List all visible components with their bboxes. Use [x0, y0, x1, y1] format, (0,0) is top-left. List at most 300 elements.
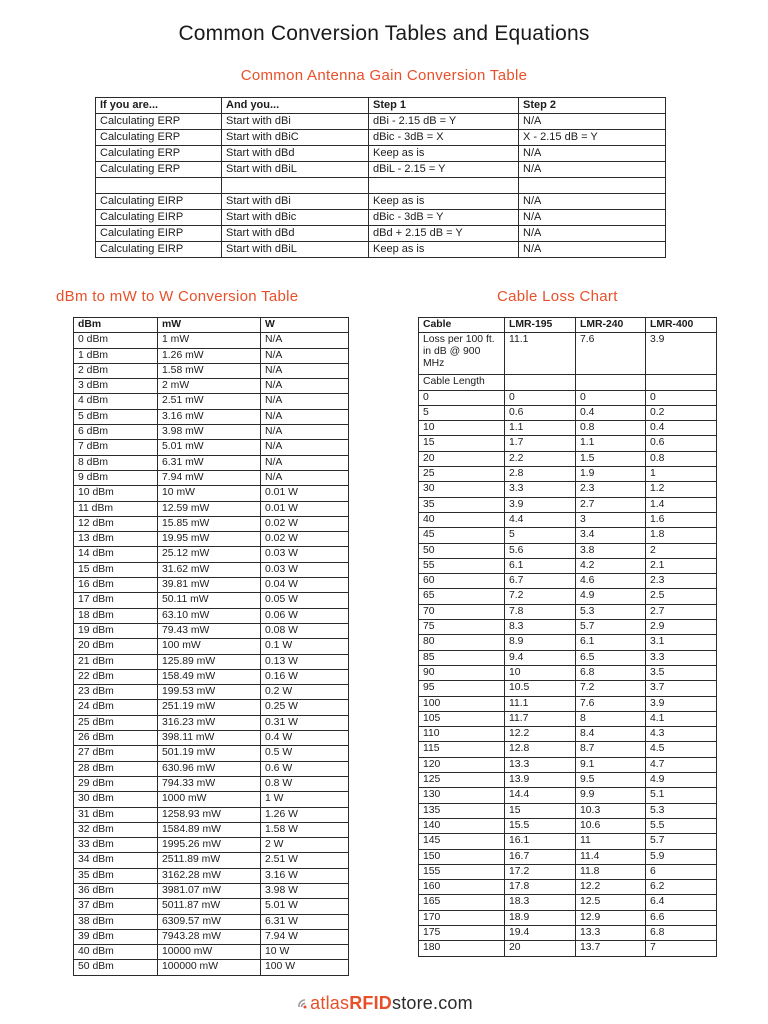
- cable-header-row: [419, 318, 717, 333]
- table-row: [74, 761, 349, 776]
- dbm-cell: 16 dBm: [74, 578, 158, 593]
- dbm-cell: 199.53 mW: [158, 685, 261, 700]
- dbm-cell: 14 dBm: [74, 547, 158, 562]
- cable-cell: 11.4: [576, 849, 646, 864]
- dbm-cell: 37 dBm: [74, 899, 158, 914]
- dbm-cell: 8 dBm: [74, 455, 158, 470]
- cable-cell: 4.6: [576, 574, 646, 589]
- dbm-conversion-table: [73, 317, 349, 976]
- cable-cell: 11: [576, 834, 646, 849]
- cable-cell: 13.3: [576, 925, 646, 940]
- table-row: [419, 941, 717, 956]
- cable-cell: 5: [505, 528, 576, 543]
- table-row: [74, 440, 349, 455]
- table-row: [74, 348, 349, 363]
- cable-cell: 18.9: [505, 910, 576, 925]
- cable-cell: 20: [505, 941, 576, 956]
- dbm-cell: 34 dBm: [74, 853, 158, 868]
- antenna-cell: N/A: [519, 162, 666, 178]
- dbm-cell: 4 dBm: [74, 394, 158, 409]
- dbm-cell: 125.89 mW: [158, 654, 261, 669]
- dbm-cell: 0.08 W: [261, 623, 349, 638]
- table-row: [419, 803, 717, 818]
- dbm-header-row: [74, 318, 349, 333]
- cable-cell: 155: [419, 864, 505, 879]
- cable-cell: 35: [419, 497, 505, 512]
- antenna-cell: Calculating ERP: [96, 146, 222, 162]
- dbm-cell: 1 mW: [158, 333, 261, 348]
- dbm-cell: 3.98 W: [261, 883, 349, 898]
- table-row: [419, 604, 717, 619]
- cable-cell: 40: [419, 512, 505, 527]
- cable-cell: 12.2: [576, 880, 646, 895]
- cable-cell: 13.7: [576, 941, 646, 956]
- cable-cell: 5.3: [576, 604, 646, 619]
- dbm-cell: 12.59 mW: [158, 501, 261, 516]
- antenna-cell: Start with dBiC: [222, 130, 369, 146]
- dbm-cell: 0.1 W: [261, 639, 349, 654]
- table-row: [74, 547, 349, 562]
- cable-cell: 6.7: [505, 574, 576, 589]
- cable-cell: 8.4: [576, 727, 646, 742]
- antenna-cell: dBic - 3dB = Y: [369, 210, 519, 226]
- dbm-cell: 1.26 W: [261, 807, 349, 822]
- dbm-cell: 3162.28 mW: [158, 868, 261, 883]
- dbm-cell: 0.06 W: [261, 608, 349, 623]
- table-row: [419, 880, 717, 895]
- table-row: [419, 834, 717, 849]
- cable-cell: 1: [646, 467, 717, 482]
- antenna-cell: Keep as is: [369, 146, 519, 162]
- antenna-cell: [222, 178, 369, 194]
- dbm-cell: 1.58 mW: [158, 363, 261, 378]
- dbm-cell: 39 dBm: [74, 929, 158, 944]
- dbm-cell: 6.31 mW: [158, 455, 261, 470]
- dbm-cell: 79.43 mW: [158, 623, 261, 638]
- dbm-cell: 10 mW: [158, 486, 261, 501]
- cable-cell: 4.5: [646, 742, 717, 757]
- dbm-cell: 32 dBm: [74, 822, 158, 837]
- cable-cell: 10: [505, 665, 576, 680]
- cable-cell: 180: [419, 941, 505, 956]
- cable-cell: 10: [419, 421, 505, 436]
- cable-cell: 13.9: [505, 773, 576, 788]
- dbm-cell: 2 W: [261, 838, 349, 853]
- antenna-cell: dBiL - 2.15 = Y: [369, 162, 519, 178]
- dbm-cell: 25.12 mW: [158, 547, 261, 562]
- dbm-cell: 26 dBm: [74, 731, 158, 746]
- dbm-cell: 251.19 mW: [158, 700, 261, 715]
- dbm-cell: 0.25 W: [261, 700, 349, 715]
- dbm-cell: 1.26 mW: [158, 348, 261, 363]
- table-row: [74, 470, 349, 485]
- antenna-cell: N/A: [519, 226, 666, 242]
- cable-cell: 0: [505, 390, 576, 405]
- cable-cell: 55: [419, 558, 505, 573]
- table-row: [419, 620, 717, 635]
- dbm-cell: 3.98 mW: [158, 425, 261, 440]
- cable-cell: 2.7: [576, 497, 646, 512]
- antenna-cell: Start with dBi: [222, 194, 369, 210]
- cable-cell: 3.8: [576, 543, 646, 558]
- table-row: [74, 516, 349, 531]
- dbm-cell: 501.19 mW: [158, 746, 261, 761]
- cable-cell: 2.5: [646, 589, 717, 604]
- dbm-cell: 35 dBm: [74, 868, 158, 883]
- dbm-cell: 3981.07 mW: [158, 883, 261, 898]
- table-row: [74, 776, 349, 791]
- table-row: [74, 409, 349, 424]
- dbm-cell: 0.01 W: [261, 486, 349, 501]
- cable-cell: 3.3: [505, 482, 576, 497]
- table-row: [96, 210, 666, 226]
- cable-cell: 0.4: [646, 421, 717, 436]
- dbm-table-title: dBm to mW to W Conversion Table: [56, 288, 299, 305]
- loss-per-100ft-row: [419, 333, 717, 375]
- cable-cell: 165: [419, 895, 505, 910]
- dbm-cell: 5.01 W: [261, 899, 349, 914]
- antenna-cell: Start with dBiL: [222, 162, 369, 178]
- dbm-cell: 0.5 W: [261, 746, 349, 761]
- dbm-header-cell: dBm: [74, 318, 158, 333]
- cable-length-label: Cable Length: [419, 375, 505, 390]
- dbm-cell: 5 dBm: [74, 409, 158, 424]
- cable-cell: 6.4: [646, 895, 717, 910]
- dbm-cell: 0.31 W: [261, 715, 349, 730]
- cable-cell: 6.2: [646, 880, 717, 895]
- cable-cell: 11.1: [505, 696, 576, 711]
- table-row: [419, 451, 717, 466]
- cable-cell: 10.3: [576, 803, 646, 818]
- cable-cell: 120: [419, 757, 505, 772]
- cable-cell: 170: [419, 910, 505, 925]
- antenna-cell: dBi - 2.15 dB = Y: [369, 114, 519, 130]
- table-row: [419, 910, 717, 925]
- cable-cell: 12.8: [505, 742, 576, 757]
- dbm-cell: N/A: [261, 333, 349, 348]
- dbm-cell: 100 W: [261, 960, 349, 975]
- antenna-cell: Calculating EIRP: [96, 210, 222, 226]
- table-row: [74, 501, 349, 516]
- cable-cell: 12.9: [576, 910, 646, 925]
- cable-cell: 7: [646, 941, 717, 956]
- cable-cell: 1.1: [505, 421, 576, 436]
- table-row: [74, 731, 349, 746]
- dbm-cell: 31.62 mW: [158, 562, 261, 577]
- table-row: [96, 114, 666, 130]
- cable-cell: 15: [419, 436, 505, 451]
- table-row: [74, 685, 349, 700]
- table-row: [74, 363, 349, 378]
- table-row: [74, 455, 349, 470]
- antenna-cell: Start with dBic: [222, 210, 369, 226]
- antenna-cell: N/A: [519, 194, 666, 210]
- dbm-cell: 7 dBm: [74, 440, 158, 455]
- antenna-cell: [96, 178, 222, 194]
- table-row: [419, 895, 717, 910]
- dbm-cell: N/A: [261, 425, 349, 440]
- cable-cell: 9.9: [576, 788, 646, 803]
- table-row: [74, 669, 349, 684]
- cable-cell: 3.3: [646, 650, 717, 665]
- antenna-cell: N/A: [519, 210, 666, 226]
- dbm-cell: 27 dBm: [74, 746, 158, 761]
- brand-store: store.com: [392, 993, 473, 1013]
- cable-cell: 160: [419, 880, 505, 895]
- cable-cell: 6.5: [576, 650, 646, 665]
- cable-cell: 0: [419, 390, 505, 405]
- cable-cell: 135: [419, 803, 505, 818]
- dbm-cell: 100000 mW: [158, 960, 261, 975]
- dbm-cell: 0.03 W: [261, 562, 349, 577]
- antenna-cell: [369, 178, 519, 194]
- dbm-cell: 0.03 W: [261, 547, 349, 562]
- table-row: [419, 818, 717, 833]
- cable-cell: 0.4: [576, 405, 646, 420]
- table-row: [419, 482, 717, 497]
- table-row: [74, 868, 349, 883]
- dbm-cell: 19 dBm: [74, 623, 158, 638]
- cable-cell: 1.8: [646, 528, 717, 543]
- dbm-cell: 100 mW: [158, 639, 261, 654]
- antenna-cell: Calculating EIRP: [96, 194, 222, 210]
- table-row: [419, 558, 717, 573]
- cable-cell: 3.1: [646, 635, 717, 650]
- dbm-cell: 50.11 mW: [158, 593, 261, 608]
- table-row: [74, 746, 349, 761]
- cable-cell: 12.2: [505, 727, 576, 742]
- cable-cell: 7.6: [576, 696, 646, 711]
- table-row: [74, 899, 349, 914]
- table-row: [419, 773, 717, 788]
- cable-cell: 110: [419, 727, 505, 742]
- table-row: [419, 864, 717, 879]
- cable-loss-cell: 11.1: [505, 333, 576, 375]
- cable-cell: 45: [419, 528, 505, 543]
- cable-header-cell: Cable: [419, 318, 505, 333]
- cable-cell: 130: [419, 788, 505, 803]
- table-row: [74, 593, 349, 608]
- dbm-cell: 2 mW: [158, 379, 261, 394]
- cable-cell: 17.8: [505, 880, 576, 895]
- dbm-cell: 63.10 mW: [158, 608, 261, 623]
- cable-cell: 4.9: [646, 773, 717, 788]
- dbm-cell: 15 dBm: [74, 562, 158, 577]
- dbm-cell: 1258.93 mW: [158, 807, 261, 822]
- cable-cell: 4.2: [576, 558, 646, 573]
- cable-cell: 14.4: [505, 788, 576, 803]
- cable-cell: 1.2: [646, 482, 717, 497]
- cable-cell: 0.8: [576, 421, 646, 436]
- dbm-cell: 3.16 W: [261, 868, 349, 883]
- dbm-cell: 7.94 W: [261, 929, 349, 944]
- dbm-header-cell: W: [261, 318, 349, 333]
- cable-cell: 2.8: [505, 467, 576, 482]
- dbm-cell: 1 W: [261, 792, 349, 807]
- footer-logo: [0, 993, 768, 1014]
- cable-cell: 150: [419, 849, 505, 864]
- dbm-cell: 7943.28 mW: [158, 929, 261, 944]
- dbm-cell: 24 dBm: [74, 700, 158, 715]
- table-row: [419, 497, 717, 512]
- dbm-cell: 2.51 mW: [158, 394, 261, 409]
- table-row: [419, 467, 717, 482]
- cable-cell: 5: [419, 405, 505, 420]
- table-row: [74, 715, 349, 730]
- antenna-cell: Start with dBi: [222, 114, 369, 130]
- antenna-cell: N/A: [519, 242, 666, 258]
- dbm-cell: 1995.26 mW: [158, 838, 261, 853]
- brand-rfid: RFID: [349, 993, 392, 1013]
- dbm-cell: 17 dBm: [74, 593, 158, 608]
- cable-cell: 4.9: [576, 589, 646, 604]
- cable-cell: 6.1: [576, 635, 646, 650]
- cable-cell: 30: [419, 482, 505, 497]
- cable-cell: 4.3: [646, 727, 717, 742]
- dbm-cell: 5011.87 mW: [158, 899, 261, 914]
- antenna-cell: Calculating EIRP: [96, 242, 222, 258]
- table-row: [74, 807, 349, 822]
- cable-cell: 3: [576, 512, 646, 527]
- cable-cell: 5.9: [646, 849, 717, 864]
- dbm-cell: 9 dBm: [74, 470, 158, 485]
- dbm-cell: N/A: [261, 379, 349, 394]
- table-row: [74, 486, 349, 501]
- dbm-cell: 10 W: [261, 945, 349, 960]
- cable-cell: 5.7: [646, 834, 717, 849]
- cable-cell: 105: [419, 711, 505, 726]
- table-row: [419, 512, 717, 527]
- dbm-cell: N/A: [261, 348, 349, 363]
- cable-cell: 6: [646, 864, 717, 879]
- dbm-cell: 0.8 W: [261, 776, 349, 791]
- brand-atlas: atlas: [310, 993, 350, 1013]
- cable-cell: 5.6: [505, 543, 576, 558]
- cable-cell: 19.4: [505, 925, 576, 940]
- dbm-cell: 1000 mW: [158, 792, 261, 807]
- antenna-cell: N/A: [519, 146, 666, 162]
- dbm-cell: 12 dBm: [74, 516, 158, 531]
- cable-cell: 2.3: [646, 574, 717, 589]
- antenna-header-cell: Step 2: [519, 98, 666, 114]
- dbm-cell: N/A: [261, 470, 349, 485]
- table-row: [74, 623, 349, 638]
- cable-cell: 9.5: [576, 773, 646, 788]
- table-row: [96, 162, 666, 178]
- dbm-cell: 31 dBm: [74, 807, 158, 822]
- table-row: [74, 853, 349, 868]
- antenna-cell: N/A: [519, 114, 666, 130]
- empty-cell: [646, 375, 717, 390]
- cable-cell: 6.1: [505, 558, 576, 573]
- cable-cell: 2.2: [505, 451, 576, 466]
- cable-cell: 6.6: [646, 910, 717, 925]
- cable-cell: 140: [419, 818, 505, 833]
- cable-cell: 15.5: [505, 818, 576, 833]
- cable-cell: 4.7: [646, 757, 717, 772]
- cable-cell: 60: [419, 574, 505, 589]
- dbm-cell: 2511.89 mW: [158, 853, 261, 868]
- cable-cell: 175: [419, 925, 505, 940]
- cable-cell: 11.7: [505, 711, 576, 726]
- table-row: [419, 589, 717, 604]
- dbm-cell: 39.81 mW: [158, 578, 261, 593]
- empty-cell: [576, 375, 646, 390]
- cable-cell: 18.3: [505, 895, 576, 910]
- dbm-cell: 1 dBm: [74, 348, 158, 363]
- dbm-cell: 0.16 W: [261, 669, 349, 684]
- antenna-cell: Start with dBiL: [222, 242, 369, 258]
- cable-cell: 1.6: [646, 512, 717, 527]
- table-row: [419, 665, 717, 680]
- dbm-cell: 15.85 mW: [158, 516, 261, 531]
- cable-cell: 1.1: [576, 436, 646, 451]
- dbm-cell: 10000 mW: [158, 945, 261, 960]
- dbm-cell: 21 dBm: [74, 654, 158, 669]
- table-row: [419, 635, 717, 650]
- table-row: [74, 379, 349, 394]
- antenna-table-title: Common Antenna Gain Conversion Table: [240, 67, 528, 84]
- dbm-cell: 398.11 mW: [158, 731, 261, 746]
- dbm-cell: N/A: [261, 409, 349, 424]
- antenna-cell: Start with dBd: [222, 146, 369, 162]
- cable-cell: 50: [419, 543, 505, 558]
- table-row: [96, 194, 666, 210]
- cable-cell: 2.7: [646, 604, 717, 619]
- cable-cell: 8.9: [505, 635, 576, 650]
- table-row: [419, 711, 717, 726]
- cable-cell: 75: [419, 620, 505, 635]
- dbm-cell: 3.16 mW: [158, 409, 261, 424]
- dbm-cell: 18 dBm: [74, 608, 158, 623]
- cable-cell: 6.8: [576, 665, 646, 680]
- antenna-header-row: [96, 98, 666, 114]
- table-row: [74, 929, 349, 944]
- cable-cell: 5.7: [576, 620, 646, 635]
- table-row: [74, 654, 349, 669]
- table-row: [74, 562, 349, 577]
- cable-cell: 13.3: [505, 757, 576, 772]
- table-row: [96, 130, 666, 146]
- table-row: [74, 883, 349, 898]
- cable-cell: 125: [419, 773, 505, 788]
- cable-cell: 8.3: [505, 620, 576, 635]
- antenna-cell: Keep as is: [369, 242, 519, 258]
- dbm-cell: 11 dBm: [74, 501, 158, 516]
- dbm-cell: 25 dBm: [74, 715, 158, 730]
- cable-cell: 0.8: [646, 451, 717, 466]
- dbm-cell: 36 dBm: [74, 883, 158, 898]
- antenna-cell: Keep as is: [369, 194, 519, 210]
- cable-cell: 100: [419, 696, 505, 711]
- cable-cell: 80: [419, 635, 505, 650]
- antenna-header-cell: If you are...: [96, 98, 222, 114]
- cable-cell: 5.3: [646, 803, 717, 818]
- dbm-cell: 0.05 W: [261, 593, 349, 608]
- table-row: [419, 436, 717, 451]
- dbm-cell: 0 dBm: [74, 333, 158, 348]
- cable-cell: 10.5: [505, 681, 576, 696]
- cable-cell: 16.7: [505, 849, 576, 864]
- cable-cell: 1.4: [646, 497, 717, 512]
- dbm-cell: 1.58 W: [261, 822, 349, 837]
- table-row: [419, 788, 717, 803]
- cable-cell: 1.7: [505, 436, 576, 451]
- dbm-cell: 33 dBm: [74, 838, 158, 853]
- table-row: [419, 543, 717, 558]
- dbm-cell: 158.49 mW: [158, 669, 261, 684]
- table-row: [419, 727, 717, 742]
